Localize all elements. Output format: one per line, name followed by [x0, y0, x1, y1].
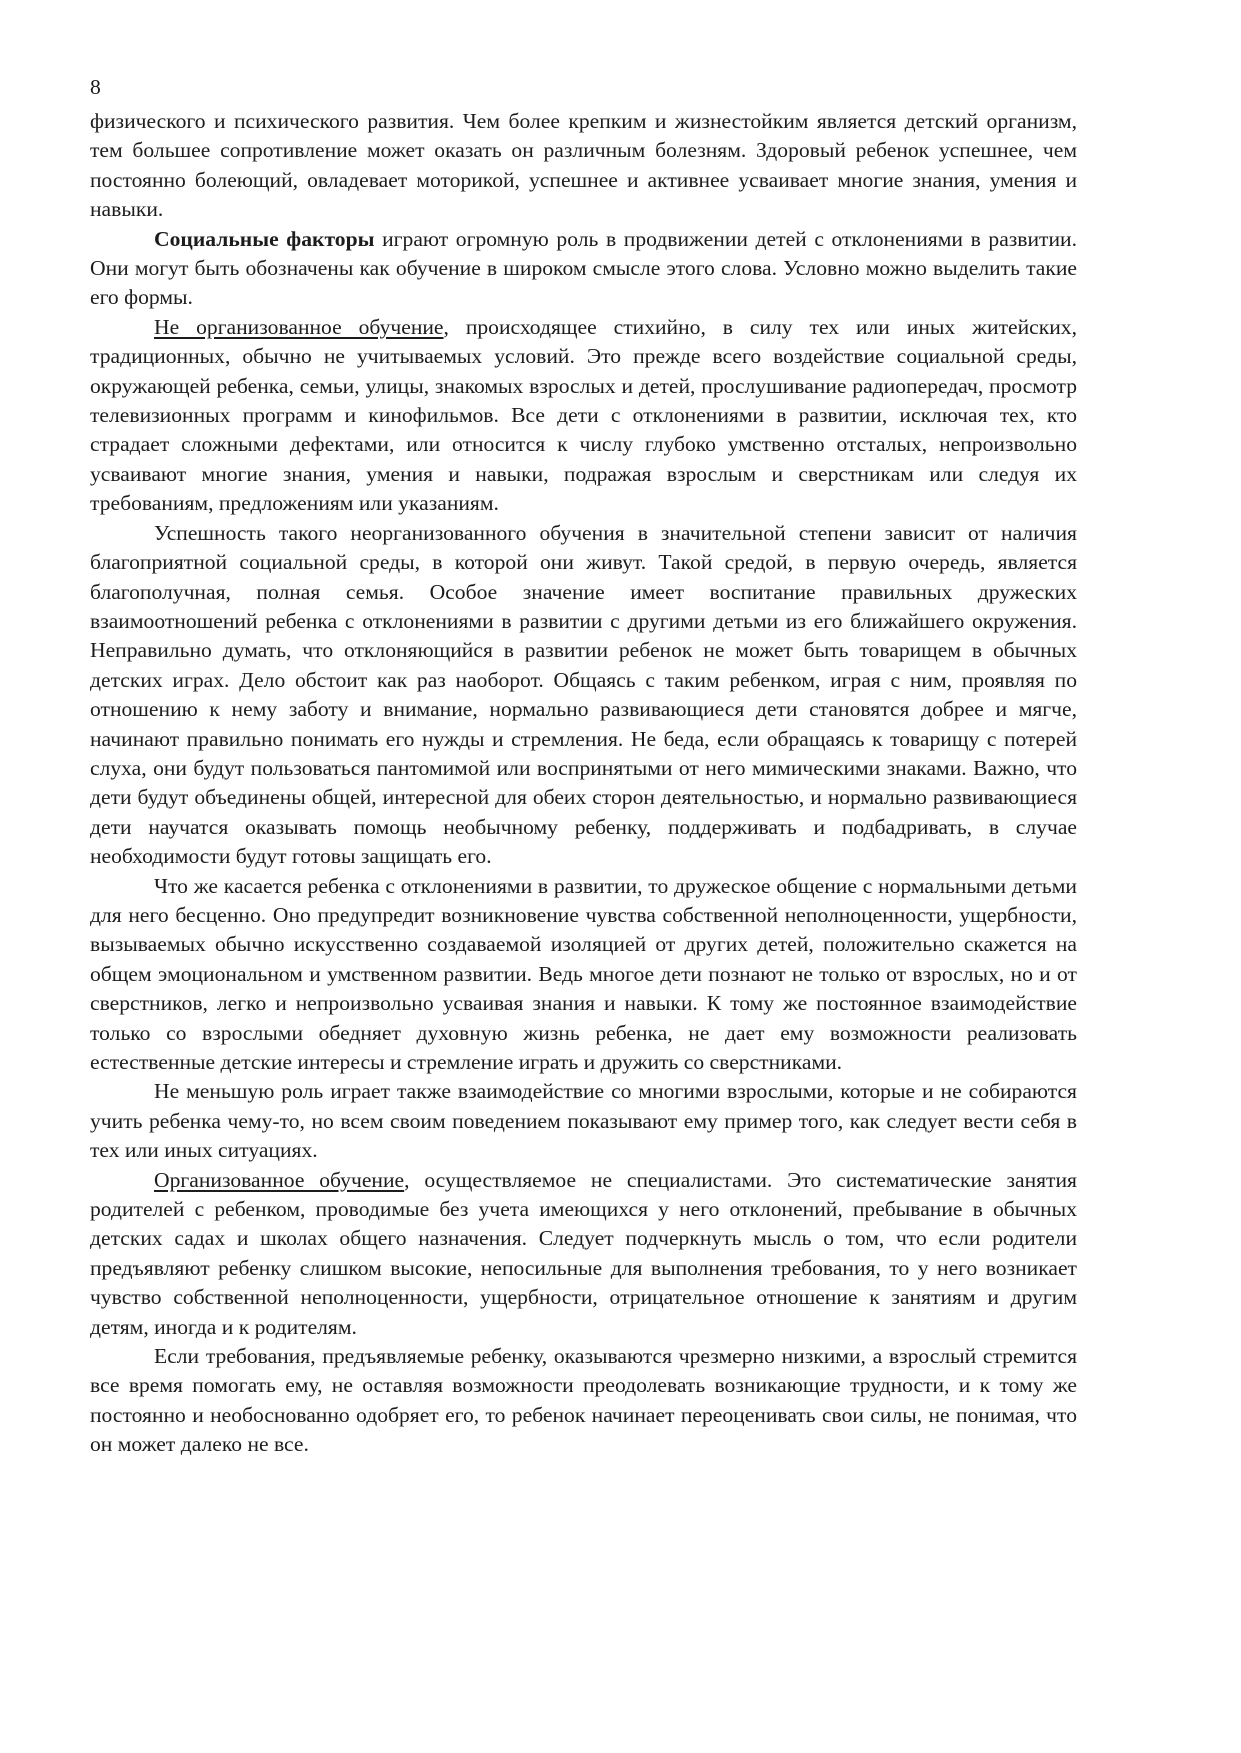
paragraph	[90, 519, 1077, 872]
paragraph	[90, 872, 1077, 1078]
paragraph-text: играют огромную роль в продвижении детей с отклонениями в развитии. Они могут быть обозначены как обучение в широком смысле этого слова. Условно можно выделить такие его формы.	[90, 226, 1078, 310]
paragraph-text: физического и психического развития. Чем более крепким и жизнестойким является детский организм, тем большее сопротивление может оказать он различным болезням. Здоровый ребенок успешнее, чем постоянно болеющий, овладевает моторикой, успешнее и активнее усваивает многие знания, умения и навыки.	[90, 109, 1077, 222]
paragraph-text: , осуществляемое не специалистами. Это систематические занятия родителей с ребенком, проводимые без учета имеющихся у него отклонений, пребывание в обычных детских садах и школах общего назначения. Следует подчеркнуть мысль о том, что если родители предъявляют ребенку слишком высокие, непосильные для выполнения требования, то у него возникает чувство собственной неполноценности, ущербности, отрицательное отношение к занятиям и другим детям, иногда и к родителям.	[90, 1167, 1077, 1339]
paragraph-text: Не меньшую роль играет также взаимодействие со многими взрослыми, которые и не собираются учить ребенка чему-то, но всем своим поведением показывают ему пример того, как следует вести себя в тех или иных ситуациях.	[90, 1079, 1077, 1163]
underlined-term: Не организованное обучение	[154, 314, 444, 339]
paragraph-text: Что же касается ребенка с отклонениями в развитии, то дружеское общение с нормальными детьми для него бесценно. Оно предупредит возникновение чувства собственной неполноценности, ущербности, вызываемых обычно искусственно создаваемой изоляцией от других детей, положительно скажется на общем эмоциональном и умственном развитии. Ведь многое дети познают не только от взрослых, но и от сверстников, легко и непроизвольно усваивая знания и навыки. К тому же постоянное взаимодействие только со взрослыми обедняет духовную жизнь ребенка, не дает ему возможности реализовать естественные детские интересы и стремление играть и дружить со сверстниками.	[90, 873, 1077, 1074]
bold-term: Социальные факторы	[154, 226, 375, 251]
page-number: 8	[90, 75, 101, 99]
paragraph	[90, 225, 1077, 313]
underlined-term: Организованное обучение	[154, 1167, 405, 1192]
paragraph	[90, 1077, 1077, 1165]
paragraph-text: Если требования, предъявляемые ребенку, оказываются чрезмерно низкими, а взрослый стремится все время помогать ему, не оставляя возможности преодолевать возникающие трудности, и к тому же постоянно и необоснованно одобряет его, то ребенок начинает переоценивать свои силы, не понимая, что он может далеко не все.	[90, 1344, 1077, 1457]
paragraph	[90, 1166, 1077, 1342]
paragraph	[90, 1342, 1077, 1460]
paragraph-text: , происходящее стихийно, в силу тех или иных житейских, традиционных, обычно не учитываемых условий. Это прежде всего воздействие социальной среды, окружающей ребенка, семьи, улицы, знакомых взрослых и детей, прослушивание радиопередач, просмотр телевизионных программ и кинофильмов. Все дети с отклонениями в развитии, исключая тех, кто страдает сложными дефектами, или относится к числу глубоко умственно отсталых, непроизвольно усваивают многие знания, умения и навыки, подражая взрослым и сверстникам или следуя их требованиям, предложениям или указаниям.	[90, 314, 1077, 516]
paragraph	[90, 313, 1077, 519]
paragraph	[90, 107, 1077, 225]
paragraph-text: Успешность такого неорганизованного обучения в значительной степени зависит от наличия благоприятной социальной среды, в которой они живут. Такой средой, в первую очередь, является благополучная, полная семья. Особое значение имеет воспитание правильных дружеских взаимоотношений ребенка с отклонениями в развитии с другими детьми из его ближайшего окружения. Неправильно думать, что отклоняющийся в развитии ребенок не может быть товарищем в обычных детских играх. Дело обстоит как раз наоборот. Общаясь с таким ребенком, играя с ним, проявляя по отношению к нему заботу и внимание, нормально развивающиеся дети становятся добрее и мягче, начинают правильно понимать его нужды и стремления. Не беда, если обращаясь к товарищу с потерей слуха, они будут пользоваться пантомимой или воспринятыми от него мимическими знаками. Важно, что дети будут объединены общей, интересной для обеих сторон деятельностью, и нормально развивающиеся дети научатся оказывать помощь необычному ребенку, поддерживать и подбадривать, в случае необходимости будут готовы защищать его.	[90, 520, 1077, 869]
document-page	[90, 74, 1077, 1460]
